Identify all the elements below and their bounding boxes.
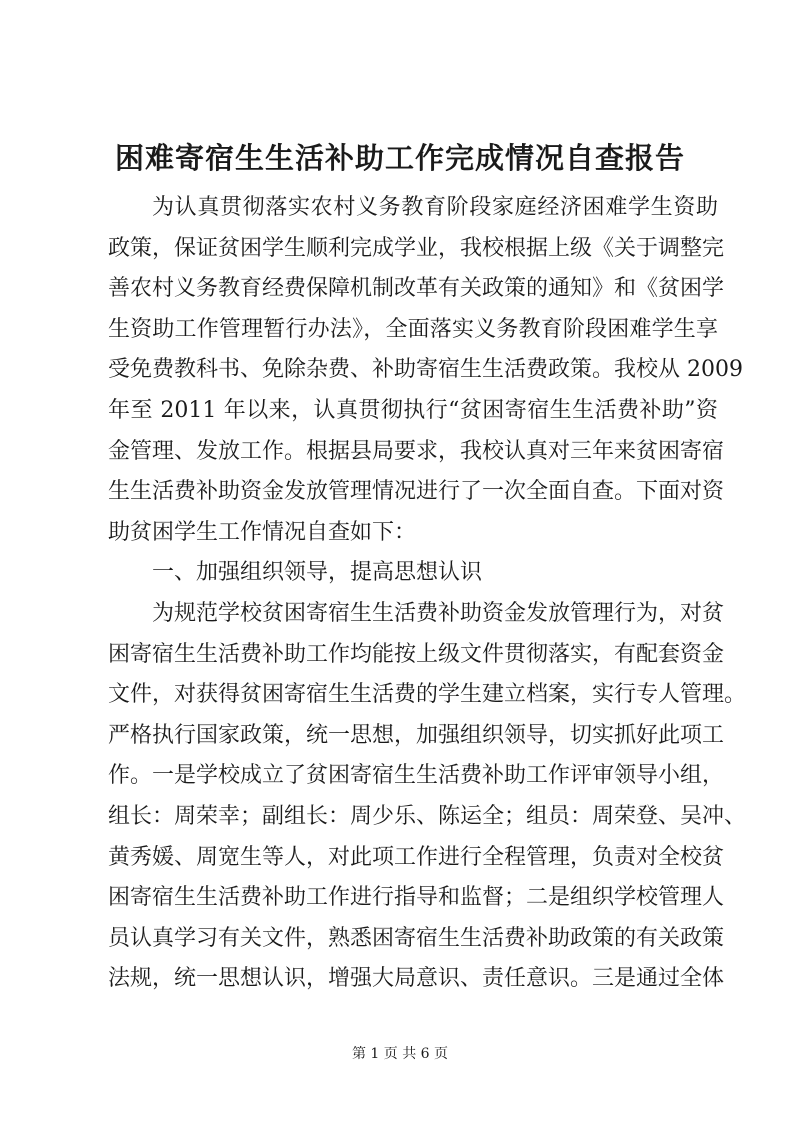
paragraph-line: 困寄宿生生活费补助工作进行指导和监督；二是组织学校管理人	[108, 885, 725, 911]
paragraph-line: 受免费教科书、免除杂费、补助寄宿生生活费政策。我校从 2009	[108, 357, 743, 383]
paragraph-line: 为规范学校贫困寄宿生生活费补助资金发放管理行为，对贫	[152, 600, 725, 626]
paragraph-line: 法规，统一思想认识，增强大局意识、责任意识。三是通过全体	[108, 966, 725, 992]
paragraph-line: 困寄宿生生活费补助工作均能按上级文件贯彻落实，有配套资金	[108, 641, 725, 667]
page-footer: 第 1 页 共 6 页	[351, 1046, 449, 1062]
paragraph-line: 金管理、发放工作。根据县局要求，我校认真对三年来贫困寄宿	[108, 438, 725, 464]
section-heading: 一、加强组织领导，提高思想认识	[152, 560, 483, 586]
paragraph-line: 组长：周荣幸；副组长：周少乐、陈运全；组员：周荣登、吴冲、	[108, 803, 747, 829]
document-title: 困难寄宿生生活补助工作完成情况自查报告	[114, 141, 685, 175]
paragraph-line: 严格执行国家政策，统一思想，加强组织领导，切实抓好此项工	[108, 722, 725, 748]
paragraph-line: 生生活费补助资金发放管理情况进行了一次全面自查。下面对资	[108, 479, 725, 505]
paragraph-line: 年至 2011 年以来，认真贯彻执行“贫困寄宿生生活费补助”资	[108, 397, 718, 423]
paragraph-line: 员认真学习有关文件，熟悉困寄宿生生活费补助政策的有关政策	[108, 925, 725, 951]
paragraph-line: 为认真贯彻落实农村义务教育阶段家庭经济困难学生资助	[152, 195, 718, 220]
paragraph-line: 黄秀媛、周宽生等人，对此项工作进行全程管理，负责对全校贫	[108, 844, 725, 870]
paragraph-line: 政策，保证贫困学生顺利完成学业，我校根据上级《关于调整完	[108, 235, 725, 261]
paragraph-line: 善农村义务教育经费保障机制改革有关政策的通知》和《贫困学	[108, 276, 725, 302]
paragraph-line: 助贫困学生工作情况自查如下：	[108, 519, 417, 545]
document-body	[108, 188, 747, 1000]
paragraph-line: 生资助工作管理暂行办法》，全面落实义务教育阶段困难学生享	[108, 316, 718, 342]
paragraph-line: 作。一是学校成立了贫困寄宿生生活费补助工作评审领导小组，	[108, 763, 725, 789]
paragraph-line: 文件，对获得贫困寄宿生生活费的学生建立档案，实行专人管理。	[108, 682, 747, 708]
